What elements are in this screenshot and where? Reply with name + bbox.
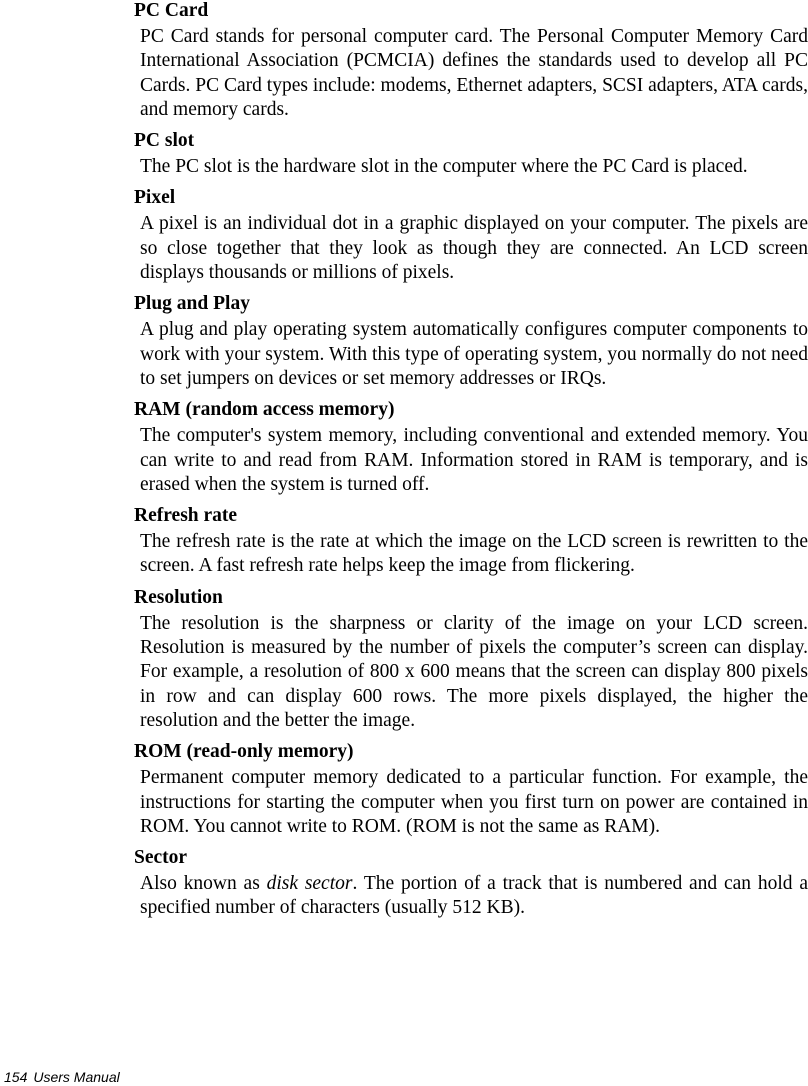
page-number: 154 xyxy=(4,1069,28,1085)
glossary-entry-ram xyxy=(134,399,808,497)
manual-title: Users Manual xyxy=(33,1069,120,1085)
page-footer xyxy=(4,1069,120,1085)
term-definition: A plug and play operating system automatically configures computer components to work with your system. With this type of operating system, you normally do not need to set jumpers on devices or set memory addresses or IRQs. xyxy=(140,319,808,389)
definition-text-suffix: . The portion of a track that is numbered and can hold a specified number of characters (usually 512 KB). xyxy=(140,873,808,919)
term-definition xyxy=(140,872,808,921)
definition-emphasis: disk sector xyxy=(266,873,353,895)
term-heading: Sector xyxy=(134,847,188,869)
term-definition: A pixel is an individual dot in a graphic displayed on your computer. The pixels are so close together that they look as though they are connected. An LCD screen displays thousands or millions of pixels. xyxy=(140,213,808,284)
term-heading: Resolution xyxy=(134,586,223,608)
term-heading: RAM (random access memory) xyxy=(134,399,395,421)
term-heading: Plug and Play xyxy=(134,293,250,315)
glossary-entry-refresh-rate xyxy=(134,505,808,579)
glossary-entry-plug-and-play xyxy=(134,293,808,391)
term-heading: Pixel xyxy=(134,187,176,209)
term-definition: The resolution is the sharpness or clarity of the image on your LCD screen. Resolution is measured by the number of pixels the computer’s screen can display. For example, a resolution of 800 x 600 means that the screen can display 800 pixels in row and can display 600 rows. The more pixels displayed, the higher the resolution and the better the image. xyxy=(140,612,808,731)
glossary-entry-pc-card xyxy=(134,0,808,122)
term-definition: The computer's system memory, including conventional and extended memory. You can write to and read from RAM. Information stored in RAM is temporary, and is erased when the system is turned off. xyxy=(140,425,808,495)
glossary-entry-resolution xyxy=(134,587,808,733)
term-definition: PC Card stands for personal computer card. The Personal Computer Memory Card International Association (PCMCIA) defines the standards used to develop all PC Cards. PC Card types include: modems, Ethernet adapters, SCSI adapters, ATA cards, and memory cards. xyxy=(140,26,808,120)
definition-text-prefix: Also known as xyxy=(140,873,267,895)
term-heading: Refresh rate xyxy=(134,505,238,527)
term-heading: PC slot xyxy=(134,130,195,152)
term-heading: ROM (read-only memory) xyxy=(134,741,354,763)
glossary-entry-rom xyxy=(134,741,808,839)
term-definition: Permanent computer memory dedicated to a particular function. For example, the instructions for starting the computer when you first turn on power are contained in ROM. You cannot write to ROM. (ROM is not the same as RAM). xyxy=(140,767,808,837)
glossary xyxy=(134,0,808,929)
term-definition: The PC slot is the hardware slot in the computer where the PC Card is placed. xyxy=(140,156,748,178)
term-definition: The refresh rate is the rate at which the image on the LCD screen is rewritten to the screen. A fast refresh rate helps keep the image from flickering. xyxy=(140,531,808,577)
glossary-entry-sector xyxy=(134,847,808,921)
glossary-entry-pixel xyxy=(134,187,808,285)
glossary-entry-pc-slot xyxy=(134,130,808,179)
term-heading: PC Card xyxy=(134,0,209,21)
